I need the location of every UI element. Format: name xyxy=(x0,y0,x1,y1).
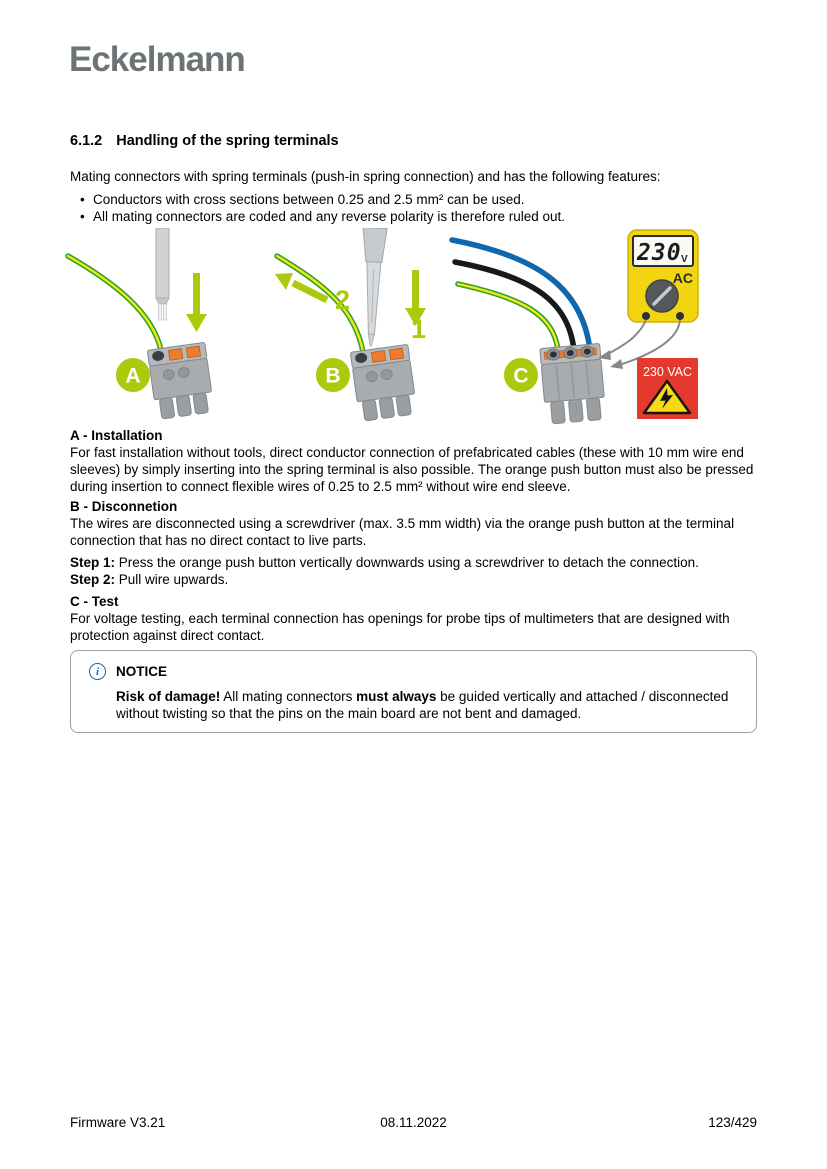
hazard-230vac-sign xyxy=(637,358,698,419)
section-c-heading: C - Test xyxy=(70,594,119,609)
notice-text-1: All mating connectors xyxy=(220,689,357,704)
bullet-icon: • xyxy=(80,192,85,207)
info-icon: i xyxy=(89,663,106,680)
figure-a-installation xyxy=(60,228,275,428)
earth-wire xyxy=(68,256,161,350)
section-b-body: The wires are disconnected using a screwdriver (max. 3.5 mm width) via the orange push button at the terminal connection that has no direct contact to live parts. xyxy=(70,516,735,548)
meter-unit-text: V xyxy=(681,254,688,265)
label-b-text: B xyxy=(325,364,341,388)
label-badge-a xyxy=(116,358,150,392)
spring-terminal-connector xyxy=(147,342,214,419)
figure-row xyxy=(0,228,827,428)
step-2-line xyxy=(70,571,760,588)
step-1-label: Step 1: xyxy=(70,555,116,570)
step-2-number: 2 xyxy=(335,285,351,315)
label-a-text: A xyxy=(125,364,141,388)
spring-terminal-connector xyxy=(540,343,606,424)
section-a-heading: A - Installation xyxy=(70,428,163,443)
step-2-text: Pull wire upwards. xyxy=(115,572,229,587)
section-a xyxy=(70,427,760,495)
screwdriver xyxy=(359,228,387,346)
notice-text-2: be guided vertically and attached / disconnected without twisting so that the pins on the main board are not bent and damaged. xyxy=(116,689,729,721)
multimeter xyxy=(628,230,698,322)
bullet-text: Conductors with cross sections between 0.25 and 2.5 mm² can be used. xyxy=(93,192,525,207)
section-b xyxy=(70,498,760,549)
earth-wire xyxy=(277,256,363,352)
step-1-line xyxy=(70,554,760,571)
spring-terminal-connector xyxy=(350,344,417,421)
push-button-orange xyxy=(186,346,200,358)
footer-page-number: 123/429 xyxy=(708,1115,757,1130)
section-heading xyxy=(70,133,339,149)
insert-arrow-down-icon xyxy=(186,273,207,332)
label-c-text: C xyxy=(513,364,529,388)
notice-bold-2: must always xyxy=(356,689,437,704)
step-2-label: Step 2: xyxy=(70,572,116,587)
bullet-text: All mating connectors are coded and any reverse polarity is therefore ruled out. xyxy=(93,209,566,224)
push-button-orange xyxy=(168,349,182,361)
section-title: Handling of the spring terminals xyxy=(116,133,339,149)
ferrule-cable xyxy=(156,228,169,320)
figure-c-test xyxy=(440,228,720,428)
bullet-icon: • xyxy=(80,209,85,224)
probe-socket xyxy=(642,312,650,320)
eckelmann-logo: Eckelmann xyxy=(69,40,245,79)
bullet-list xyxy=(80,191,756,225)
footer-firmware-version: Firmware V3.21 xyxy=(70,1115,166,1130)
section-a-body: For fast installation without tools, direct conductor connection of prefabricated cables (these with 10 mm wire end sleeves) by simply inserting into the spring terminal is also possible. The orange push button must also be pressed during insertion to connect flexible wires of 0.25 to 2.5 mm² without wire end sleeve. xyxy=(70,445,754,494)
notice-box xyxy=(70,650,757,733)
intro-paragraph: Mating connectors with spring terminals (push-in spring connection) and has the following features: xyxy=(70,169,661,184)
label-badge-b xyxy=(316,358,350,392)
label-badge-c xyxy=(504,358,538,392)
probe-socket xyxy=(676,312,684,320)
push-button-orange xyxy=(371,351,385,363)
section-b-heading: B - Disconnetion xyxy=(70,499,178,514)
meter-value-text: 230 xyxy=(637,240,682,266)
notice-body xyxy=(116,688,741,722)
steps-block xyxy=(70,554,760,588)
section-c xyxy=(70,593,760,644)
section-number: 6.1.2 xyxy=(70,133,103,149)
notice-title-row xyxy=(89,663,738,680)
step-1-text: Press the orange push button vertically downwards using a screwdriver to detach the connection. xyxy=(115,555,699,570)
notice-title: NOTICE xyxy=(116,664,168,679)
step-1-number: 1 xyxy=(411,314,427,344)
hazard-label-text: 230 VAC xyxy=(642,365,693,379)
notice-bold-1: Risk of damage! xyxy=(116,689,221,704)
section-c-body: For voltage testing, each terminal connection has openings for probe tips of multimeters that are designed with protection against direct contact. xyxy=(70,611,730,643)
footer-date: 08.11.2022 xyxy=(380,1115,447,1130)
meter-mode-text: AC xyxy=(672,270,693,286)
push-button-orange xyxy=(389,348,403,360)
list-item xyxy=(80,191,756,208)
list-item xyxy=(80,208,756,225)
